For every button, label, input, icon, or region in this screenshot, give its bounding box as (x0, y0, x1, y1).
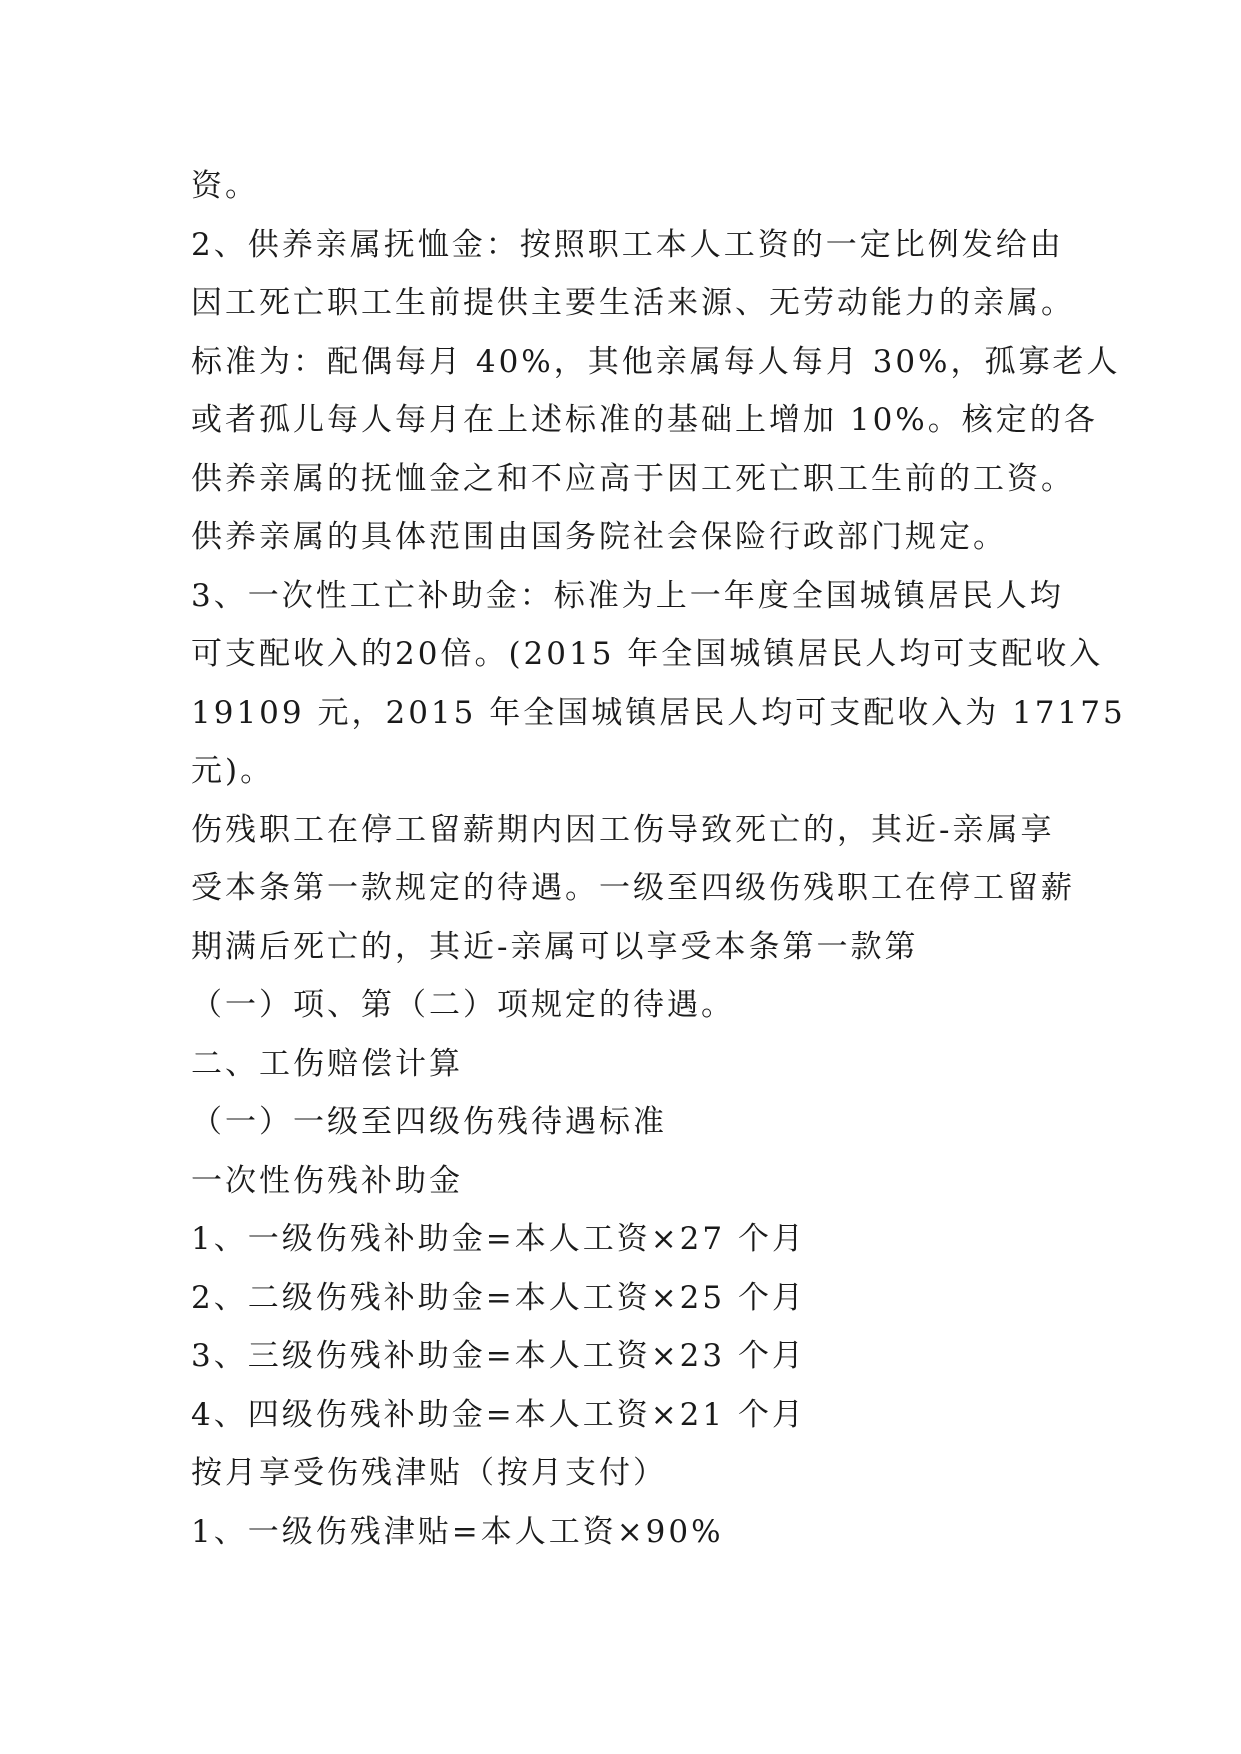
list-item: 1、一级伤残津贴=本人工资×90% (191, 1513, 724, 1550)
text-line: 伤残职工在停工留薪期内因工伤导致死亡的，其近-亲属享 (191, 811, 1055, 848)
text-line: 3、一次性工亡补助金：标准为上一年度全国城镇居民人均 (191, 577, 1064, 614)
text-line: 供养亲属的具体范围由国务院社会保险行政部门规定。 (191, 519, 1007, 555)
item-heading: 按月享受伤残津贴（按月支付） (191, 1455, 667, 1491)
list-item: 2、二级伤残补助金=本人工资×25 个月 (191, 1279, 806, 1316)
document-body (191, 157, 1126, 1561)
text-line: 因工死亡职工生前提供主要生活来源、无劳动能力的亲属。 (191, 285, 1075, 321)
list-item: 3、三级伤残补助金=本人工资×23 个月 (191, 1338, 806, 1374)
text-line: 期满后死亡的，其近-亲属可以享受本条第一款第 (191, 928, 919, 965)
text-line: 元)。 (191, 753, 275, 789)
text-line: 或者孤儿每人每月在上述标准的基础上增加 10%。核定的各 (191, 402, 1098, 438)
section-heading: 二、工伤赔偿计算 (191, 1045, 463, 1082)
text-line: 可支配收入的20倍。(2015 年全国城镇居民人均可支配收入 (191, 636, 1104, 672)
text-line: 供养亲属的抚恤金之和不应高于因工死亡职工生前的工资。 (191, 460, 1075, 497)
text-line: （一）项、第（二）项规定的待遇。 (191, 987, 735, 1023)
text-line: 受本条第一款规定的待遇。一级至四级伤残职工在停工留薪 (191, 870, 1075, 906)
text-line: 标准为：配偶每月 40%，其他亲属每人每月 30%，孤寡老人 (191, 343, 1121, 380)
list-item: 1、一级伤残补助金=本人工资×27 个月 (191, 1221, 806, 1257)
list-item: 4、四级伤残补助金=本人工资×21 个月 (191, 1396, 806, 1433)
text-line: 19109 元，2015 年全国城镇居民人均可支配收入为 17175 (191, 694, 1126, 731)
item-heading: 一次性伤残补助金 (191, 1162, 463, 1199)
text-line: 2、供养亲属抚恤金：按照职工本人工资的一定比例发给由 (191, 226, 1064, 263)
subsection-heading: （一）一级至四级伤残待遇标准 (191, 1104, 667, 1140)
text-line: 资。 (191, 168, 259, 204)
